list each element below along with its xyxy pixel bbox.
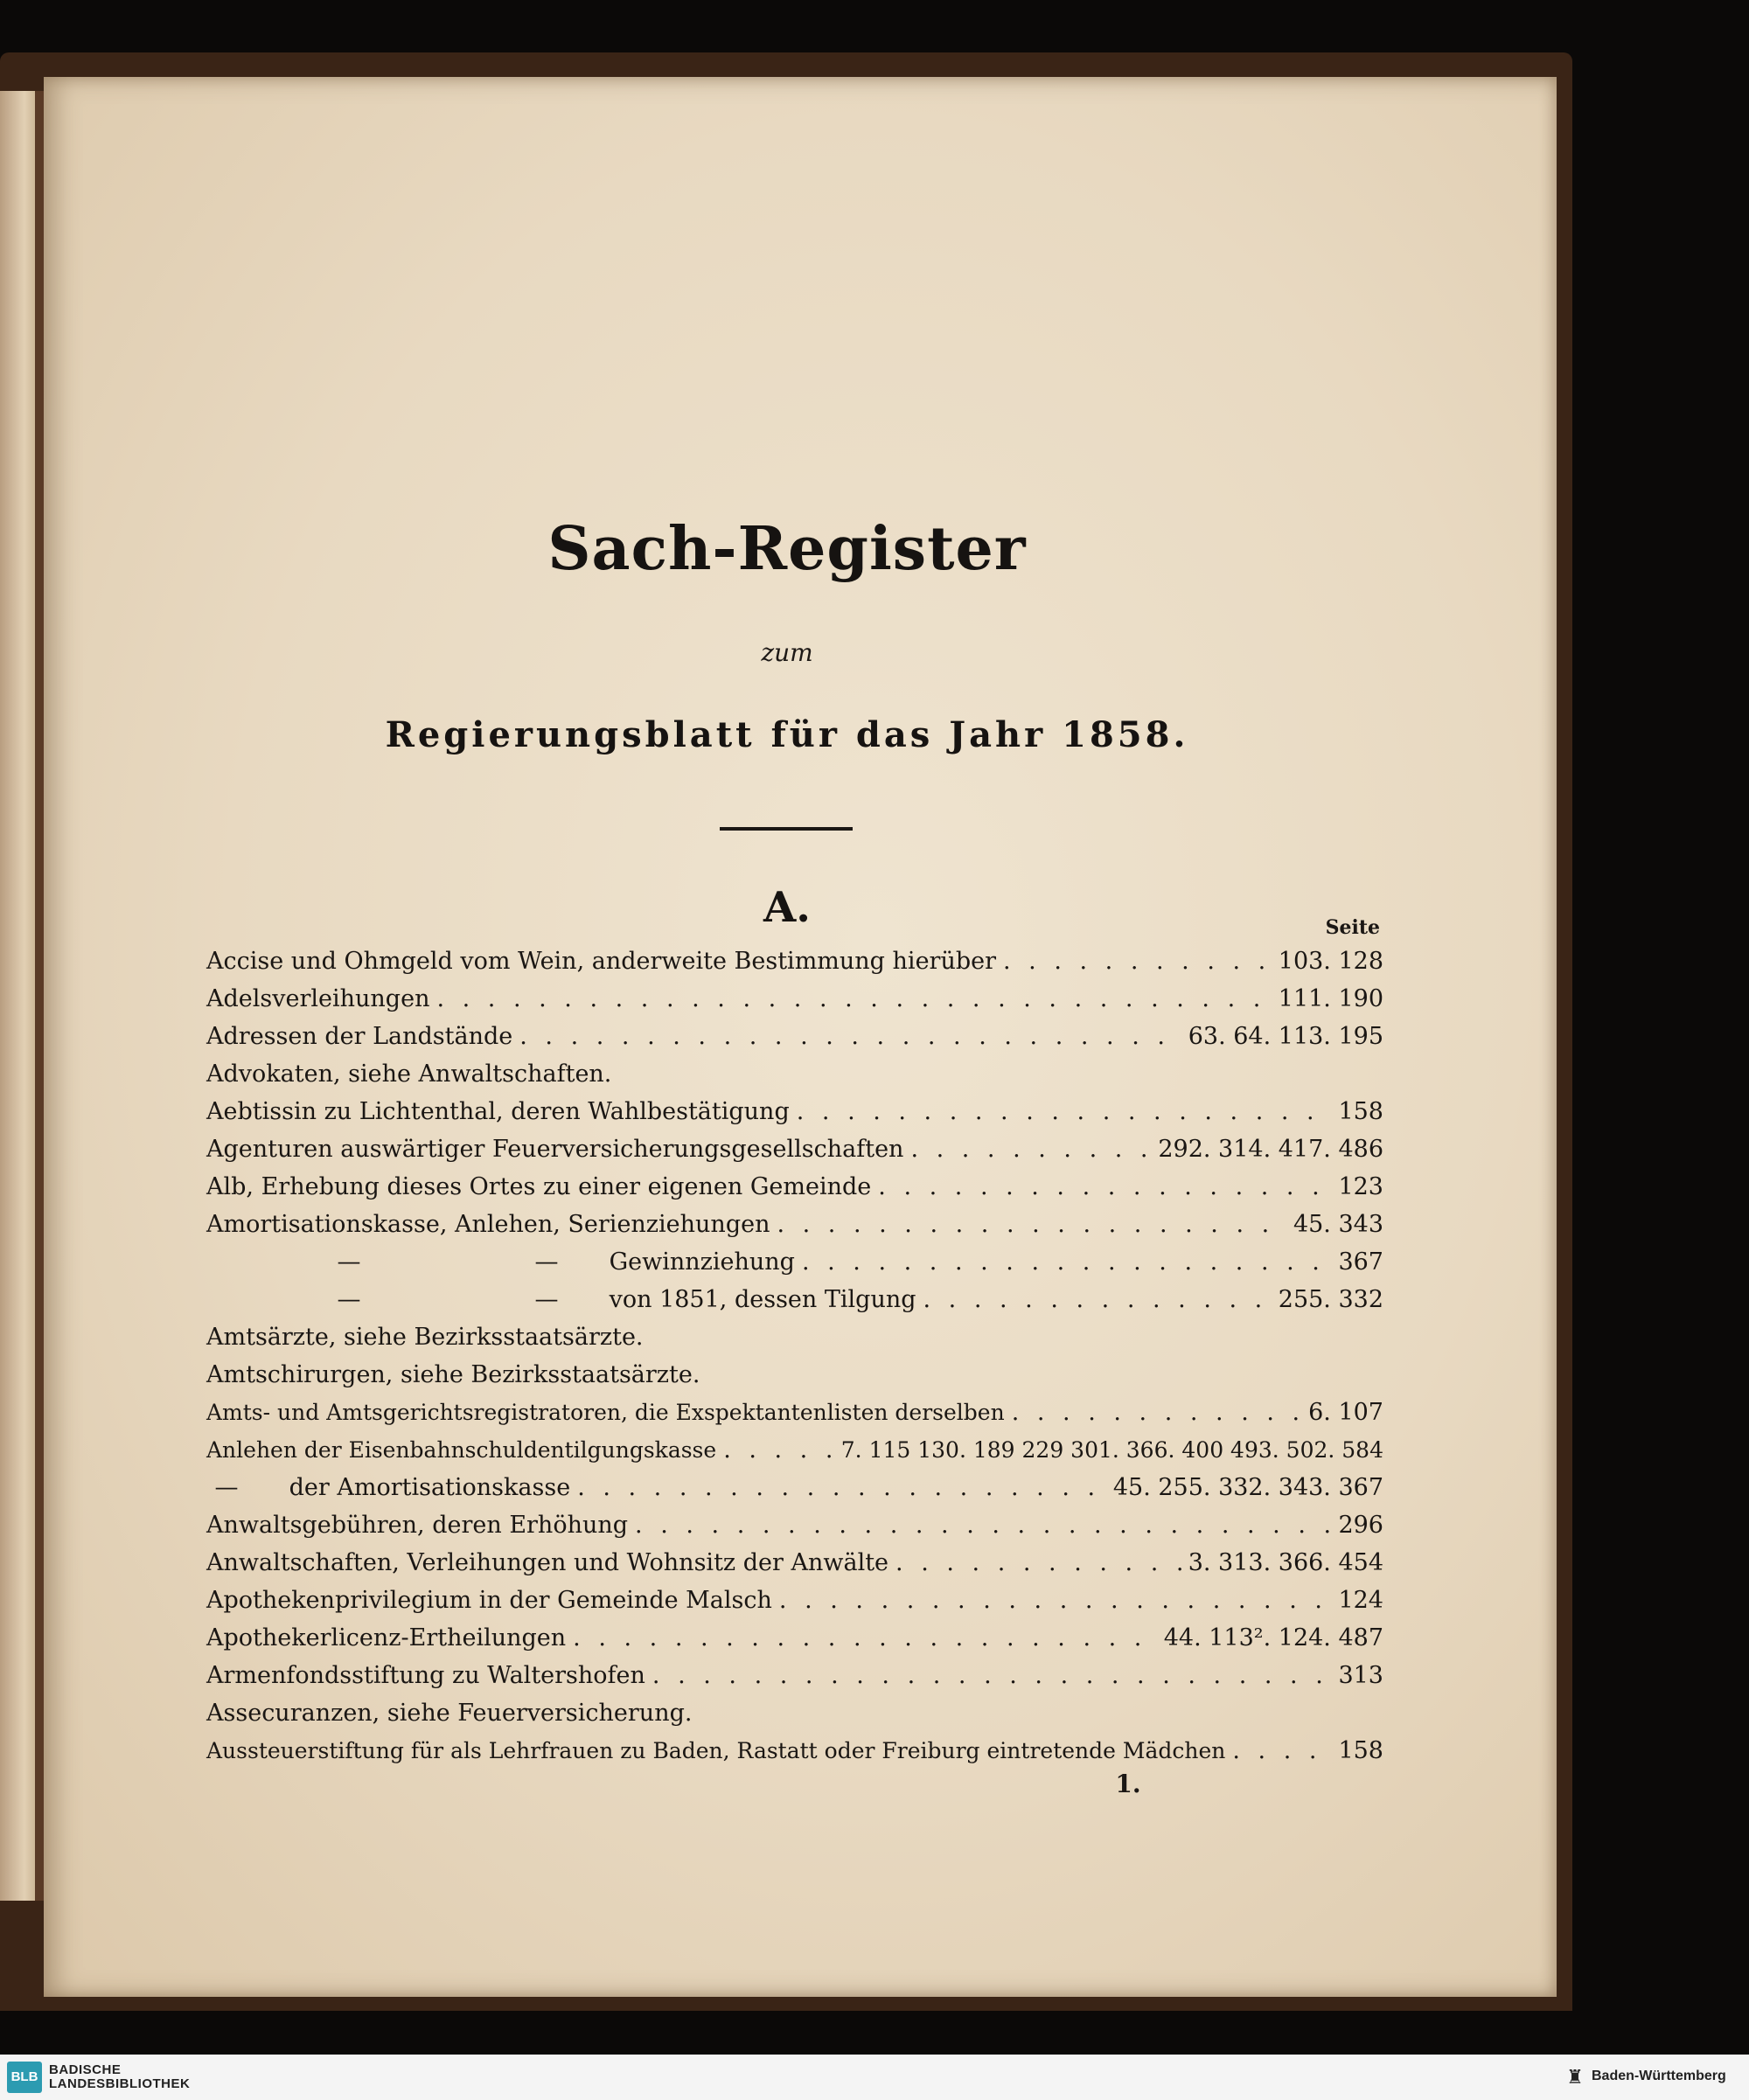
entry-pages: 313 bbox=[1338, 1662, 1383, 1689]
entry-text bbox=[206, 1286, 916, 1313]
book-gutter bbox=[35, 91, 44, 1901]
leader-dots bbox=[577, 1474, 1106, 1501]
index-entry bbox=[206, 1098, 1383, 1136]
index-entry bbox=[206, 985, 1383, 1023]
index-entry bbox=[206, 1286, 1383, 1324]
leader-dots bbox=[779, 1587, 1332, 1614]
entry-pages: 3. 313. 366. 454 bbox=[1188, 1549, 1383, 1576]
entry-subtext: der Amortisationskasse bbox=[289, 1474, 571, 1501]
entry-text: Amts- und Amtsgerichtsregistratoren, die Exspektantenlisten derselben bbox=[206, 1400, 1005, 1425]
entry-text: Amtschirurgen, siehe Bezirksstaatsärzte. bbox=[206, 1361, 700, 1388]
leader-dots bbox=[573, 1624, 1157, 1651]
entry-text: Agenturen auswärtiger Feuerversicherungsgesellschaften bbox=[206, 1136, 904, 1163]
entry-text: Anwaltschaften, Verleihungen und Wohnsitz der Anwälte bbox=[206, 1549, 889, 1576]
leader-dots bbox=[910, 1136, 1151, 1163]
entry-text: Anlehen der Eisenbahnschuldentilgungskasse bbox=[206, 1437, 717, 1463]
entry-pages: 292. 314. 417. 486 bbox=[1158, 1136, 1383, 1163]
decorative-rule bbox=[720, 827, 853, 831]
entry-pages: 255. 332 bbox=[1278, 1286, 1383, 1313]
entry-subtext: von 1851, dessen Tilgung bbox=[609, 1286, 916, 1313]
index-entry bbox=[206, 1587, 1383, 1624]
index-entry bbox=[206, 1474, 1383, 1512]
index-entry bbox=[206, 1136, 1383, 1173]
entry-text: Alb, Erhebung dieses Ortes zu einer eigenen Gemeinde bbox=[206, 1173, 872, 1200]
index-entry bbox=[206, 1512, 1383, 1549]
index-entry bbox=[206, 1023, 1383, 1060]
entry-text: Adelsverleihungen bbox=[206, 985, 430, 1012]
ditto-mark: — bbox=[214, 1474, 239, 1501]
entry-text: Accise und Ohmgeld vom Wein, anderweite Bestimmung hierüber bbox=[206, 948, 997, 975]
entry-pages: 44. 113². 124. 487 bbox=[1163, 1624, 1383, 1651]
leader-dots bbox=[436, 985, 1271, 1012]
entry-pages: 45. 343 bbox=[1293, 1211, 1383, 1238]
entry-text: Advokaten, siehe Anwaltschaften. bbox=[206, 1060, 612, 1088]
entry-subtext: Gewinnziehung bbox=[609, 1248, 795, 1276]
index-entry bbox=[206, 1549, 1383, 1587]
entry-pages: 158 bbox=[1338, 1737, 1383, 1764]
leader-dots bbox=[1003, 948, 1272, 975]
column-header-seite: Seite bbox=[1325, 916, 1380, 939]
leader-dots bbox=[652, 1662, 1332, 1689]
entry-text bbox=[206, 1248, 795, 1276]
entry-text: Amtsärzte, siehe Bezirksstaatsärzte. bbox=[206, 1324, 644, 1351]
entry-text: Adressen der Landstände bbox=[206, 1023, 513, 1050]
entry-pages: 45. 255. 332. 343. 367 bbox=[1112, 1474, 1383, 1501]
ditto-mark: — bbox=[337, 1248, 361, 1276]
index-entry bbox=[206, 948, 1383, 985]
entry-pages: 103. 128 bbox=[1278, 948, 1383, 975]
library-name-line2: LANDESBIBLIOTHEK bbox=[49, 2076, 191, 2091]
leader-dots bbox=[895, 1549, 1181, 1576]
page-number: 1. bbox=[1115, 1770, 1141, 1798]
entry-pages: 124 bbox=[1338, 1587, 1383, 1614]
leader-dots bbox=[878, 1173, 1331, 1200]
leader-dots bbox=[797, 1098, 1332, 1125]
index-entry bbox=[206, 1399, 1383, 1436]
index-entry bbox=[206, 1248, 1383, 1286]
left-page-edge bbox=[0, 91, 35, 1901]
entry-pages: 63. 64. 113. 195 bbox=[1188, 1023, 1383, 1050]
state-name[interactable]: Baden-Württemberg bbox=[1592, 2069, 1726, 2083]
index-entries bbox=[206, 948, 1383, 1775]
ditto-mark: — bbox=[534, 1286, 559, 1313]
document-heading: Regierungsblatt für das Jahr 1858. bbox=[385, 714, 1189, 755]
entry-text: Apothekenprivilegium in der Gemeinde Malsch bbox=[206, 1587, 772, 1614]
leader-dots bbox=[777, 1211, 1286, 1238]
ditto-mark: — bbox=[534, 1248, 559, 1276]
entry-pages: 6. 107 bbox=[1308, 1399, 1383, 1426]
section-letter: A. bbox=[763, 883, 811, 932]
entry-pages: 158 bbox=[1338, 1098, 1383, 1125]
library-name[interactable] bbox=[49, 2063, 190, 2091]
entry-pages: 123 bbox=[1338, 1173, 1383, 1200]
library-name-line1: BADISCHE bbox=[49, 2062, 122, 2077]
index-entry bbox=[206, 1211, 1383, 1248]
entry-pages: 367 bbox=[1338, 1248, 1383, 1276]
state-crest-icon[interactable]: ♜ bbox=[1566, 2066, 1584, 2088]
leader-dots bbox=[723, 1436, 834, 1464]
index-entry bbox=[206, 1060, 1383, 1098]
index-entry bbox=[206, 1324, 1383, 1361]
entry-text: Anwaltsgebühren, deren Erhöhung bbox=[206, 1512, 629, 1539]
leader-dots bbox=[1232, 1737, 1331, 1764]
leader-dots bbox=[802, 1248, 1331, 1276]
leader-dots bbox=[1012, 1399, 1301, 1426]
entry-pages: 111. 190 bbox=[1278, 985, 1383, 1012]
entry-text: Apothekerlicenz-Ertheilungen bbox=[206, 1624, 567, 1651]
leader-dots bbox=[519, 1023, 1181, 1050]
index-entry bbox=[206, 1624, 1383, 1662]
document-title: Sach-Register bbox=[547, 514, 1027, 584]
entry-pages: 296 bbox=[1338, 1512, 1383, 1539]
index-entry bbox=[206, 1700, 1383, 1737]
index-entry bbox=[206, 1173, 1383, 1211]
entry-text: Assecuranzen, siehe Feuerversicherung. bbox=[206, 1700, 693, 1727]
index-entry bbox=[206, 1436, 1383, 1474]
leader-dots bbox=[923, 1286, 1272, 1313]
index-entry bbox=[206, 1662, 1383, 1700]
entry-text: Aussteuerstiftung für als Lehrfrauen zu Baden, Rastatt oder Freiburg eintretende Mädchen bbox=[206, 1738, 1226, 1763]
index-entry bbox=[206, 1361, 1383, 1399]
entry-pages: 7. 115 130. 189 229 301. 366. 400 493. 502. 584 bbox=[840, 1437, 1383, 1463]
ditto-mark: — bbox=[337, 1286, 361, 1313]
leader-dots bbox=[635, 1512, 1331, 1539]
entry-text: Armenfondsstiftung zu Waltershofen bbox=[206, 1662, 645, 1689]
entry-text: Amortisationskasse, Anlehen, Serienziehungen bbox=[206, 1211, 770, 1238]
viewer-footer bbox=[0, 2055, 1749, 2100]
entry-text: Aebtissin zu Lichtenthal, deren Wahlbestätigung bbox=[206, 1098, 790, 1125]
blb-logo-icon[interactable]: BLB bbox=[7, 2062, 42, 2093]
document-subtitle: zum bbox=[761, 638, 813, 667]
entry-text bbox=[206, 1474, 570, 1501]
